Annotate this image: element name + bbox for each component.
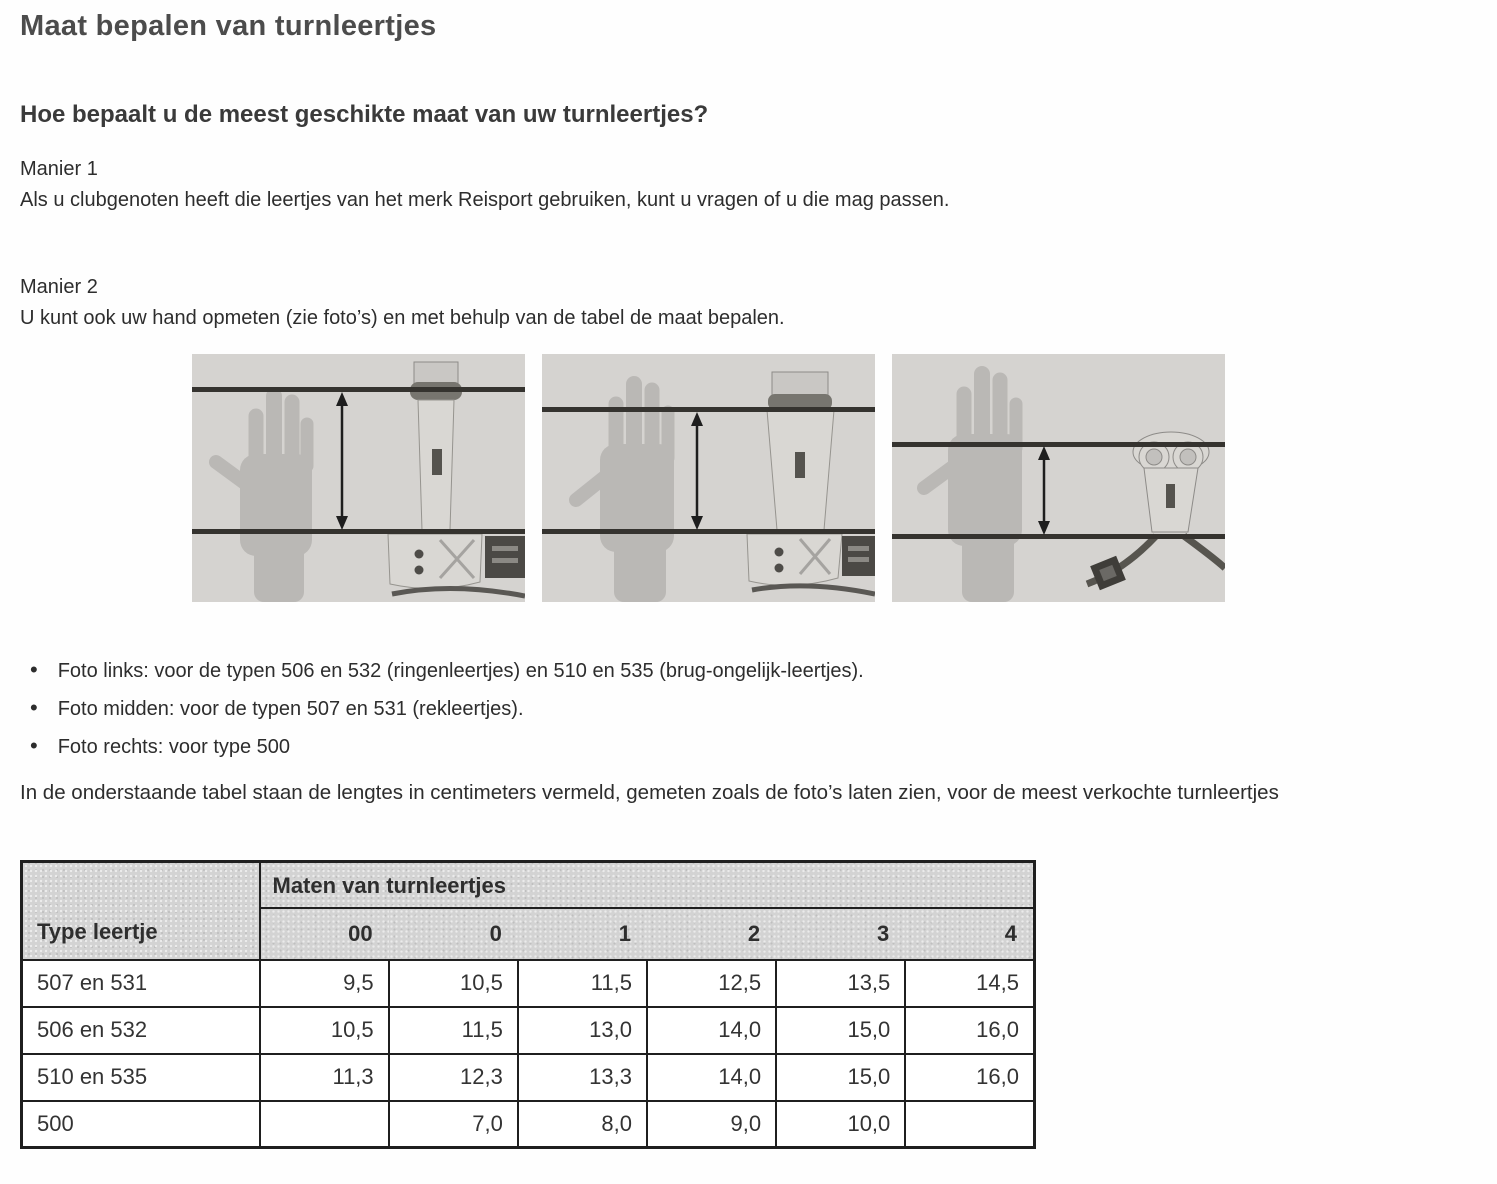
size-cell: 16,0 [905,1054,1034,1101]
type-cell: 506 en 532 [22,1007,260,1054]
size-cell: 14,0 [647,1054,776,1101]
column-header-size-0: 0 [389,908,518,960]
legend-right-text: Foto rechts: voor type 500 [57,736,291,758]
measurement-photos [192,354,1497,602]
grip-logo-mark [795,452,805,478]
list-item [30,696,1497,722]
type-cell: 507 en 531 [22,960,260,1007]
size-cell [905,1101,1034,1148]
size-cell: 15,0 [776,1054,905,1101]
size-cell: 12,3 [389,1054,518,1101]
size-cell: 11,3 [260,1054,389,1101]
manier2-heading: Manier 2 [20,276,98,298]
table-row [22,1007,1035,1054]
size-cell: 13,0 [518,1007,647,1054]
legend-middle-text: Foto midden: voor de typen 507 en 531 (rekleertjes). [57,698,524,720]
table-row [22,1101,1035,1148]
table-group-header: Maten van turnleertjes [260,862,1035,908]
column-header-size-4: 4 [905,908,1034,960]
size-cell: 16,0 [905,1007,1034,1054]
measurement-photo-right [892,354,1225,602]
column-header-size-2: 2 [647,908,776,960]
size-cell: 8,0 [518,1101,647,1148]
manier1-heading: Manier 1 [20,158,98,180]
size-cell: 14,5 [905,960,1034,1007]
list-item [30,734,1497,760]
column-header-type: Type leertje [22,862,260,960]
column-header-size-00: 00 [260,908,389,960]
size-cell: 10,5 [260,1007,389,1054]
size-cell: 13,5 [776,960,905,1007]
table-row [22,1054,1035,1101]
size-table [20,860,1036,1149]
table-intro-text: In de onderstaande tabel staan de lengtes in centimeters vermeld, gemeten zoals de foto’s laten zien, voor de meest verkochte turnleertjes [20,781,1279,804]
grip-logo-mark [1166,484,1175,508]
logo-patch [842,536,875,576]
size-cell: 7,0 [389,1101,518,1148]
measurement-photo-left [192,354,525,602]
logo-patch [485,536,525,578]
size-cell [260,1101,389,1148]
column-header-size-1: 1 [518,908,647,960]
type-cell: 510 en 535 [22,1054,260,1101]
size-cell: 10,5 [389,960,518,1007]
legend-left-text: Foto links: voor de typen 506 en 532 (ringenleertjes) en 510 en 535 (brug-ongelijk-leertjes). [57,660,864,682]
lower-measure-line [892,534,1225,539]
list-item [30,658,1497,684]
photo-legend-list [0,658,1497,760]
table-row [22,960,1035,1007]
type-cell: 500 [22,1101,260,1148]
grip-logo-mark [432,449,442,475]
size-cell: 13,3 [518,1054,647,1101]
manier1-text: Als u clubgenoten heeft die leertjes van het merk Reisport gebruiken, kunt u vragen of u die mag passen. [20,189,950,211]
size-cell: 9,5 [260,960,389,1007]
column-header-size-3: 3 [776,908,905,960]
size-cell: 11,5 [518,960,647,1007]
bullet-icon: • [30,695,38,720]
bullet-icon: • [30,733,38,758]
page-subtitle: Hoe bepaalt u de meest geschikte maat van uw turnleertjes? [20,101,709,128]
size-cell: 9,0 [647,1101,776,1148]
upper-measure-line [192,387,525,392]
upper-measure-line [542,407,875,412]
manier2-text: U kunt ook uw hand opmeten (zie foto’s) en met behulp van de tabel de maat bepalen. [20,307,785,329]
lower-measure-line [542,529,875,534]
size-cell: 15,0 [776,1007,905,1054]
upper-measure-line [892,442,1225,447]
size-cell: 12,5 [647,960,776,1007]
size-cell: 10,0 [776,1101,905,1148]
size-cell: 11,5 [389,1007,518,1054]
lower-measure-line [192,529,525,534]
measurement-photo-middle [542,354,875,602]
page-title: Maat bepalen van turnleertjes [20,10,437,42]
size-cell: 14,0 [647,1007,776,1054]
bullet-icon: • [30,657,38,682]
